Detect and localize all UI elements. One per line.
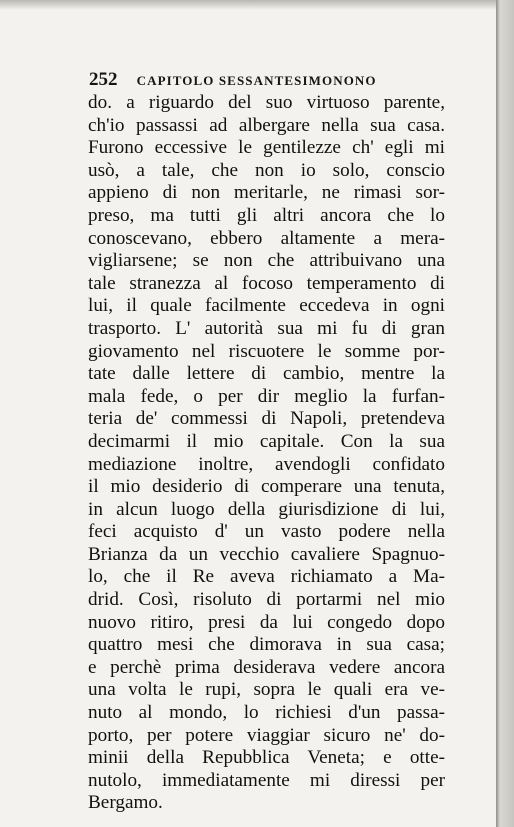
chapter-title: CAPITOLO SESSANTESIMONONO xyxy=(136,73,377,88)
book-fore-edge xyxy=(496,0,514,827)
text-line: nuto al mondo, lo richiesi d'un passa- xyxy=(88,702,445,724)
text-line-last: Bergamo. xyxy=(88,792,163,814)
text-line: ch'io passassi ad albergare nella sua casa. xyxy=(88,114,445,136)
text-line: in alcun luogo della giurisdizione di lui, xyxy=(88,498,445,520)
text-line: feci acquisto d' un vasto podere nella xyxy=(88,521,445,543)
text-line: porto, per potere viaggiar sicuro ne' do- xyxy=(88,724,445,746)
text-line: mala fede, o per dir meglio la furfan- xyxy=(88,385,445,407)
text-line: Brianza da un vecchio cavaliere Spagnuo- xyxy=(88,543,445,565)
text-line: giovamento nel riscuotere le somme por- xyxy=(88,340,445,362)
text-line: conoscevano, ebbero altamente a mera- xyxy=(88,227,445,249)
text-line: teria de' commessi di Napoli, pretendeva xyxy=(88,408,445,430)
text-line: il mio desiderio di comperare una tenuta, xyxy=(88,476,445,498)
text-line: drid. Così, risoluto di portarmi nel mio xyxy=(88,589,445,611)
text-line: vigliarsene; se non che attribuivano una xyxy=(88,250,445,272)
text-line: una volta le rupi, sopra le quali era ve- xyxy=(88,679,445,701)
page-top-shadow xyxy=(0,0,496,10)
text-line: minii della Repubblica Veneta; e otte- xyxy=(88,747,445,769)
text-line: lo, che il Re aveva richiamato a Ma- xyxy=(88,566,445,588)
text-line: e perchè prima desiderava vedere ancora xyxy=(88,656,445,678)
text-line: lui, il quale facilmente eccedeva in ogni xyxy=(88,295,445,317)
text-line: do. a riguardo del suo virtuoso parente, xyxy=(88,92,445,113)
text-line: appieno di non meritarle, ne rimasi sor- xyxy=(88,182,445,204)
text-line: nutolo, immediatamente mi diressi per xyxy=(88,769,445,791)
text-line: quattro mesi che dimorava in sua casa; xyxy=(88,634,445,656)
text-line: preso, ma tutti gli altri ancora che lo xyxy=(88,204,445,226)
text-line: usò, a tale, che non io solo, conscio xyxy=(88,159,445,181)
text-line: tale stranezza al focoso temperamento di xyxy=(88,272,445,294)
text-line: decimarmi il mio capitale. Con la sua xyxy=(88,430,445,452)
text-line: nuovo ritiro, presi da lui congedo dopo xyxy=(88,611,445,633)
text-line: tate dalle lettere di cambio, mentre la xyxy=(88,363,445,385)
running-head xyxy=(89,70,377,90)
text-line: mediazione inoltre, avendogli confidato xyxy=(88,453,445,475)
body-text xyxy=(88,92,445,815)
page-number: 252 xyxy=(89,69,118,90)
text-line: trasporto. L' autorità sua mi fu di gran xyxy=(88,317,445,339)
text-line: Furono eccessive le gentilezze ch' egli mi xyxy=(88,137,445,159)
